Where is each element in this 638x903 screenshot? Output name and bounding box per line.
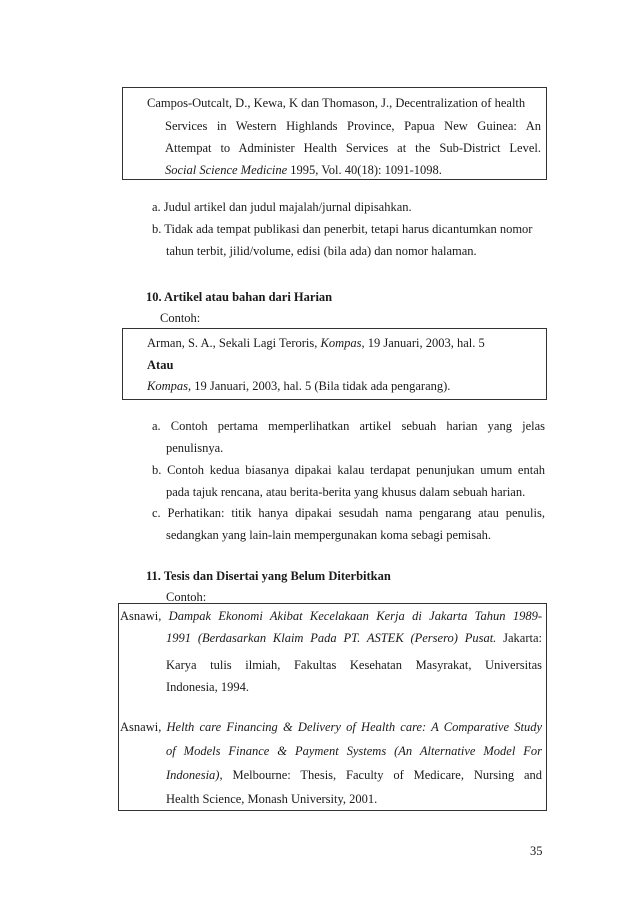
s11-r1-line1 — [120, 610, 542, 623]
s10-l3-ital: Kompas, — [147, 379, 192, 393]
s11-r1-author: Asnawi, — [120, 609, 169, 623]
s11-r1-l1-ital: Dampak Ekonomi Akibat Kecelakaan Kerja di Jakarta Tahun 1989- — [168, 609, 542, 623]
s11-r2-l3-post: Melbourne: Thesis, Faculty of Medicare, Nursing and — [222, 768, 542, 782]
notes1-a: a. Judul artikel dan judul majalah/jurnal dipisahkan. — [152, 200, 412, 214]
section10-contoh: Contoh: — [160, 311, 201, 325]
ref1-line1: Campos-Outcalt, D., Kewa, K dan Thomason, J., Decentralization of health — [147, 96, 526, 110]
section11-title: 11. Tesis dan Disertai yang Belum Diterbitkan — [146, 569, 391, 583]
s11-r2-l3-ital: Indonesia), — [166, 768, 223, 782]
s11-r1-line2 — [166, 632, 542, 645]
section10-line3 — [147, 380, 450, 393]
page-number: 35 — [530, 844, 543, 858]
section10-line1 — [147, 337, 485, 350]
ref1-line2: Services in Western Highlands Province, Papua New Guinea: An — [165, 119, 541, 133]
section10-title: 10. Artikel atau bahan dari Harian — [146, 290, 333, 304]
s11-r1-l2-post: Jakarta: — [496, 631, 542, 645]
s11-r2-line2: of Models Finance & Payment Systems (An Alternative Model For — [166, 744, 542, 758]
section10-atau: Atau — [147, 358, 174, 372]
notes2-c2: sedangkan yang lain-lain mempergunakan koma sebagi pemisah. — [166, 528, 492, 542]
notes1-b1: b. Tidak ada tempat publikasi dan penerbit, tetapi harus dicantumkan nomor — [152, 222, 533, 236]
s11-r1-line4: Indonesia, 1994. — [166, 680, 249, 694]
s11-r2-line4: Health Science, Monash University, 2001. — [166, 792, 378, 806]
notes2-a2: penulisnya. — [166, 441, 224, 455]
notes1-b2: tahun terbit, jilid/volume, edisi (bila ada) dan nomor halaman. — [166, 244, 477, 258]
section11-contoh: Contoh: — [166, 590, 207, 604]
notes2-b2: pada tajuk rencana, atau berita-berita yang khusus dalam sebuah harian. — [166, 485, 526, 499]
ref1-line3: Attempat to Administer Health Services at the Sub-District Level. — [165, 141, 541, 155]
s11-r1-l2-ital: 1991 (Berdasarkan Klaim Pada PT. ASTEK (Persero) Pusat. — [166, 631, 497, 645]
notes2-b1: b. Contoh kedua biasanya dipakai kalau terdapat penunjukan umum entah — [152, 463, 545, 477]
ref1-line4 — [165, 164, 442, 177]
s10-l1-ital: Kompas — [320, 336, 362, 350]
s11-r2-author: Asnawi, — [120, 720, 167, 734]
ref1-journal: Social Science Medicine — [165, 163, 288, 177]
ref1-line4-rest: 1995, Vol. 40(18): 1091-1098. — [287, 163, 442, 177]
s11-r2-l1-ital: Helth care Financing & Delivery of Health care: A Comparative Study — [166, 720, 542, 734]
s11-r2-line3 — [166, 769, 542, 782]
s10-l1-pre: Arman, S. A., Sekali Lagi Teroris, — [147, 336, 321, 350]
s10-l1-post: , 19 Januari, 2003, hal. 5 — [361, 336, 485, 350]
s10-l3-post: 19 Januari, 2003, hal. 5 (Bila tidak ada pengarang). — [191, 379, 451, 393]
notes2-c1: c. Perhatikan: titik hanya dipakai sesudah nama pengarang atau penulis, — [152, 506, 545, 520]
notes2-a1: a. Contoh pertama memperlihatkan artikel sebuah harian yang jelas — [152, 419, 545, 433]
s11-r2-line1 — [120, 721, 542, 734]
s11-r1-line3: Karya tulis ilmiah, Fakultas Kesehatan Masyrakat, Universitas — [166, 658, 542, 672]
